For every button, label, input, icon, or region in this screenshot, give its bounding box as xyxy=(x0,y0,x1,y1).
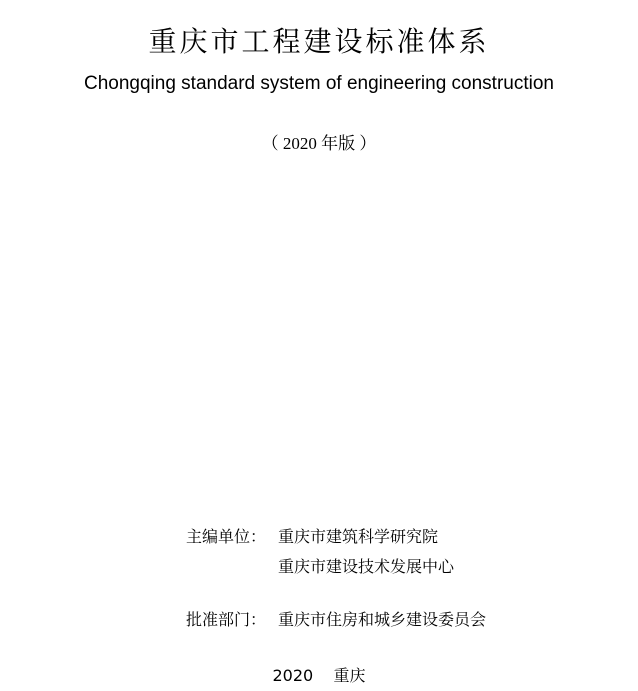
chief-editor-unit-2: 重庆市建设技术发展中心 xyxy=(278,557,455,576)
chief-editor-label: 主编单位： xyxy=(186,527,267,546)
chief-editor-unit-1: 重庆市建筑科学研究院 xyxy=(278,527,439,546)
approver-unit: 重庆市住房和城乡建设委员会 xyxy=(278,610,487,629)
edition-label: （ 2020 年版 ） xyxy=(261,134,377,153)
document-title-english: Chongqing standard system of engineering construction xyxy=(83,73,554,94)
footer-year: 2020 xyxy=(272,666,314,685)
chief-editor-row xyxy=(186,525,438,549)
publication-footer xyxy=(0,664,638,688)
footer-city: 重庆 xyxy=(333,666,366,685)
approver-label: 批准部门： xyxy=(186,610,267,629)
chief-editor-row-2 xyxy=(278,555,454,579)
approver-row xyxy=(186,608,486,632)
document-title-chinese: 重庆市工程建设标准体系 xyxy=(148,25,490,58)
